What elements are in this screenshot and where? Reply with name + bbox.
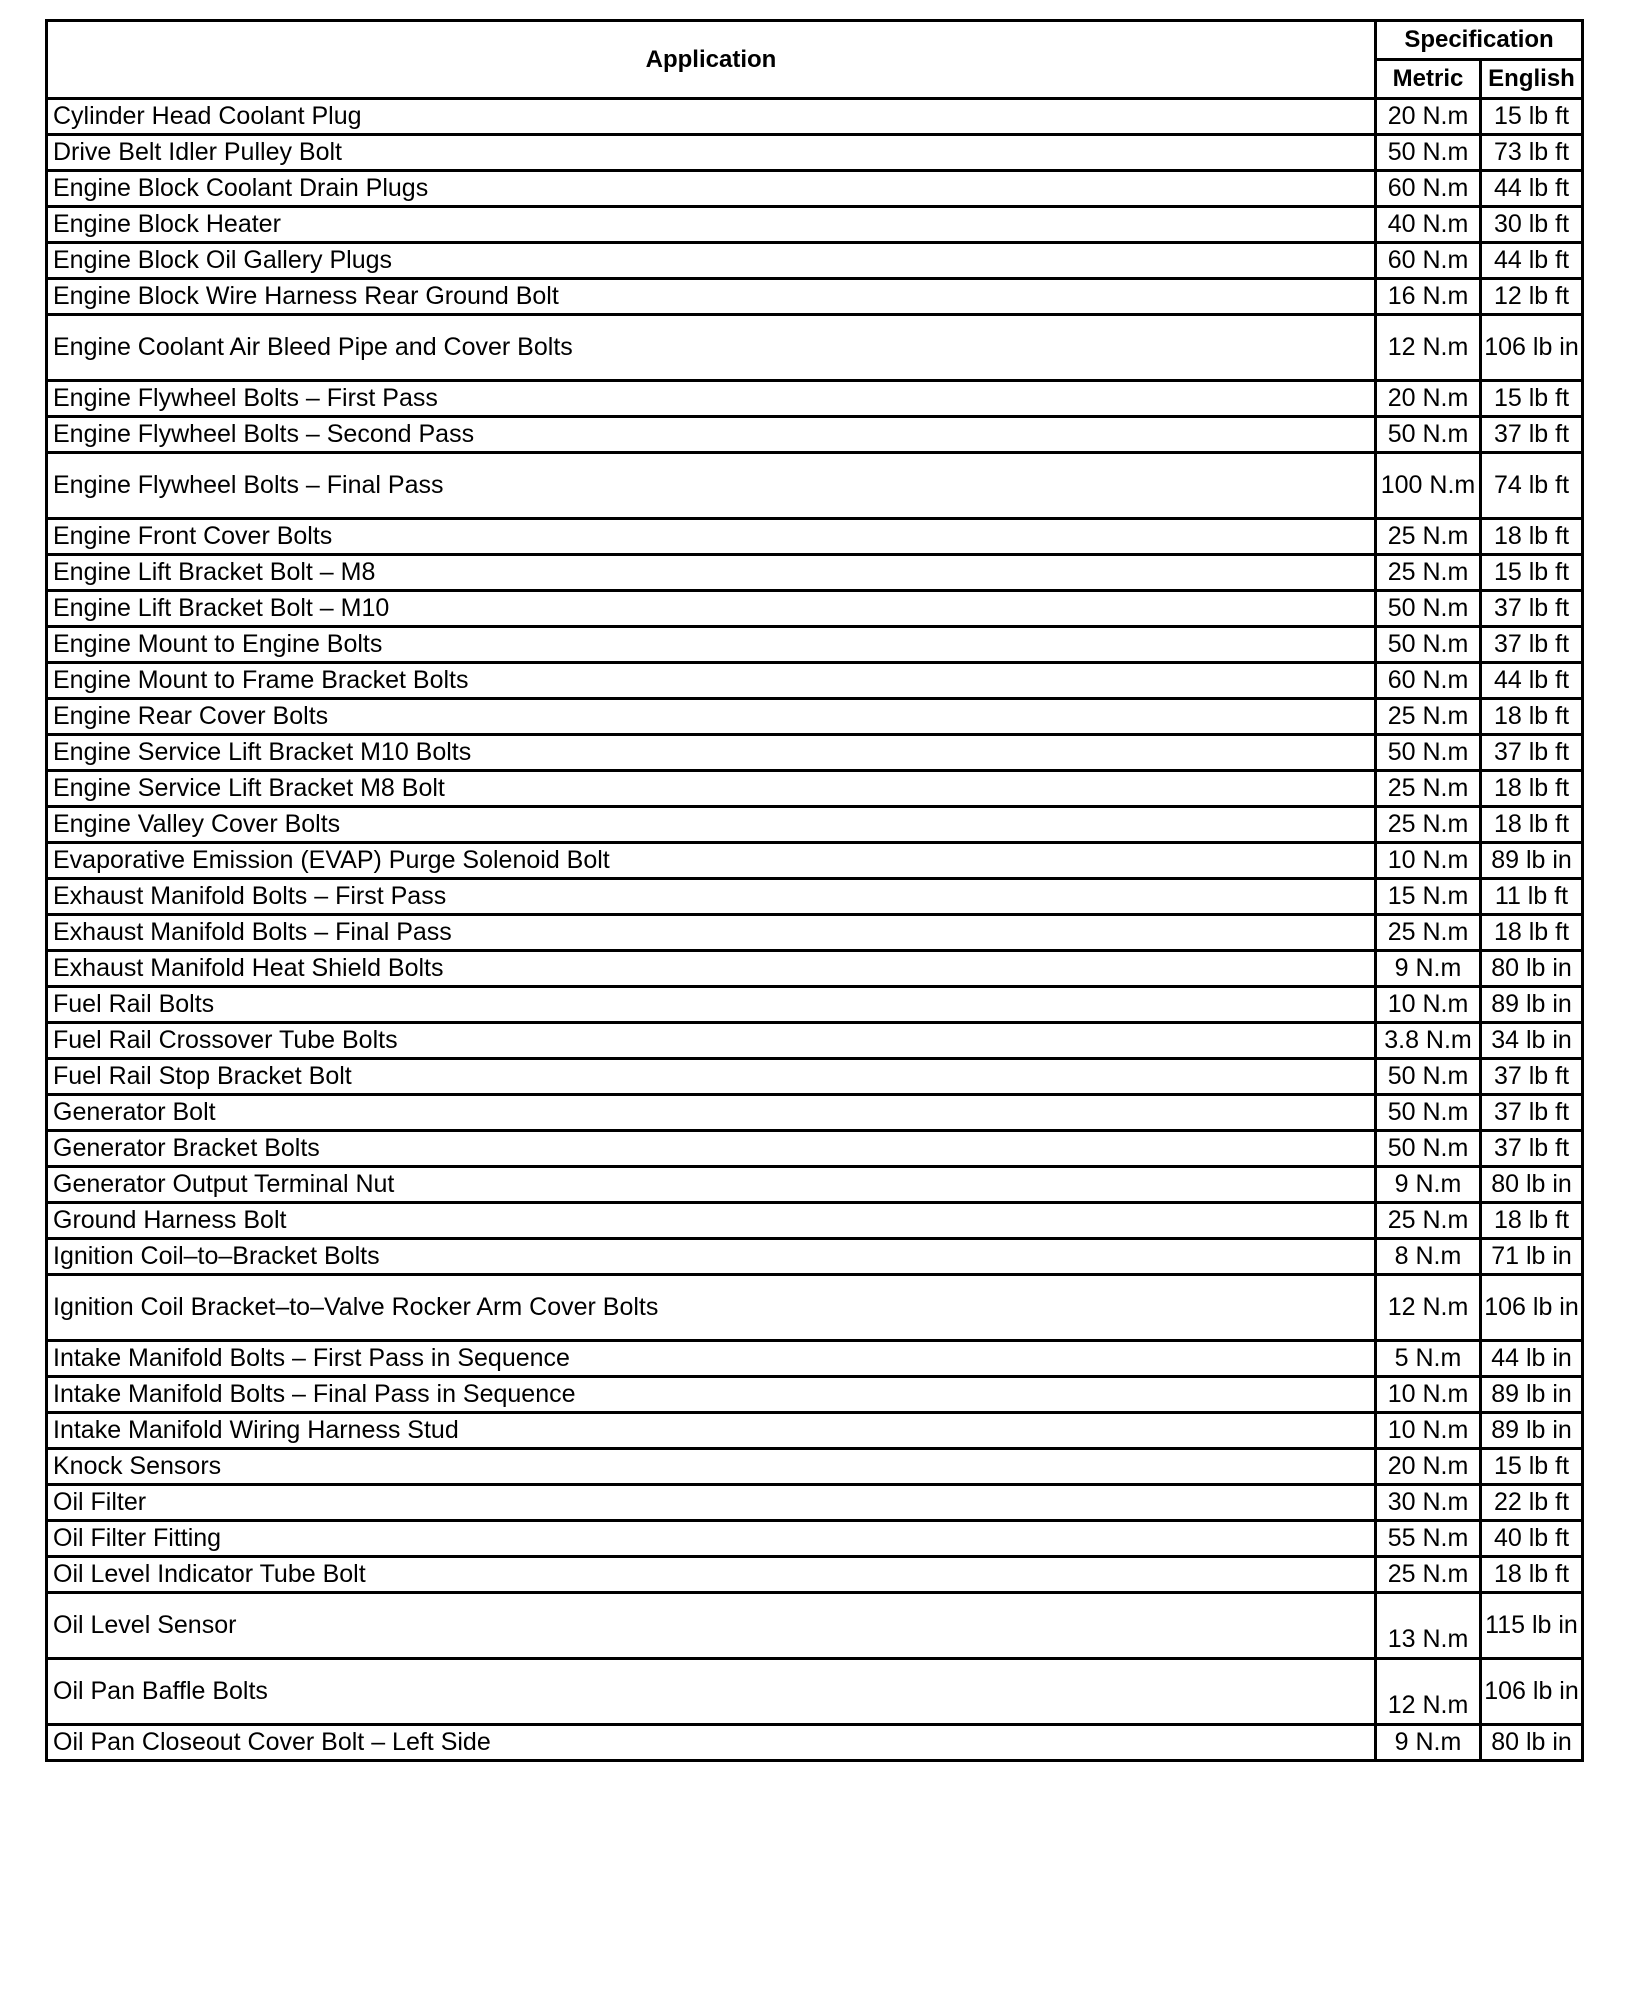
metric-cell: 50 N.m <box>1376 627 1481 663</box>
metric-cell: 50 N.m <box>1376 1131 1481 1167</box>
metric-cell: 9 N.m <box>1376 1725 1481 1761</box>
metric-cell: 25 N.m <box>1376 555 1481 591</box>
english-cell: 12 lb ft <box>1481 279 1583 315</box>
metric-cell: 60 N.m <box>1376 243 1481 279</box>
table-row <box>47 843 1583 879</box>
application-cell: Engine Lift Bracket Bolt – M8 <box>47 555 1376 591</box>
english-cell: 15 lb ft <box>1481 555 1583 591</box>
application-cell: Engine Mount to Engine Bolts <box>47 627 1376 663</box>
application-cell: Cylinder Head Coolant Plug <box>47 99 1376 135</box>
metric-cell: 50 N.m <box>1376 135 1481 171</box>
english-cell: 15 lb ft <box>1481 381 1583 417</box>
metric-cell: 25 N.m <box>1376 699 1481 735</box>
application-cell: Oil Level Sensor <box>47 1593 1376 1659</box>
metric-cell: 5 N.m <box>1376 1341 1481 1377</box>
english-cell: 18 lb ft <box>1481 915 1583 951</box>
metric-cell: 13 N.m <box>1376 1593 1481 1659</box>
english-cell: 18 lb ft <box>1481 1203 1583 1239</box>
application-cell: Oil Pan Baffle Bolts <box>47 1659 1376 1725</box>
english-cell: 40 lb ft <box>1481 1521 1583 1557</box>
application-cell: Exhaust Manifold Heat Shield Bolts <box>47 951 1376 987</box>
application-cell: Oil Filter <box>47 1485 1376 1521</box>
table-row <box>47 915 1583 951</box>
english-cell: 89 lb in <box>1481 987 1583 1023</box>
english-cell: 80 lb in <box>1481 951 1583 987</box>
application-cell: Oil Pan Closeout Cover Bolt – Left Side <box>47 1725 1376 1761</box>
metric-cell: 50 N.m <box>1376 1059 1481 1095</box>
application-cell: Intake Manifold Bolts – First Pass in Sequence <box>47 1341 1376 1377</box>
metric-cell: 20 N.m <box>1376 99 1481 135</box>
table-row <box>47 1557 1583 1593</box>
table-row <box>47 207 1583 243</box>
table-row <box>47 99 1583 135</box>
application-header: Application <box>47 21 1376 99</box>
table-row <box>47 453 1583 519</box>
metric-cell: 50 N.m <box>1376 417 1481 453</box>
english-cell: 37 lb ft <box>1481 627 1583 663</box>
english-cell: 106 lb in <box>1481 1275 1583 1341</box>
metric-cell: 10 N.m <box>1376 1413 1481 1449</box>
english-cell: 89 lb in <box>1481 843 1583 879</box>
application-cell: Generator Output Terminal Nut <box>47 1167 1376 1203</box>
metric-cell: 50 N.m <box>1376 735 1481 771</box>
application-cell: Engine Lift Bracket Bolt – M10 <box>47 591 1376 627</box>
english-cell: 18 lb ft <box>1481 519 1583 555</box>
application-cell: Engine Rear Cover Bolts <box>47 699 1376 735</box>
table-row <box>47 315 1583 381</box>
table-row <box>47 807 1583 843</box>
metric-cell: 16 N.m <box>1376 279 1481 315</box>
english-cell: 18 lb ft <box>1481 1557 1583 1593</box>
metric-header: Metric <box>1376 60 1481 99</box>
metric-cell: 100 N.m <box>1376 453 1481 519</box>
table-row <box>47 1521 1583 1557</box>
english-cell: 37 lb ft <box>1481 1131 1583 1167</box>
metric-cell: 50 N.m <box>1376 591 1481 627</box>
application-cell: Engine Block Oil Gallery Plugs <box>47 243 1376 279</box>
english-cell: 74 lb ft <box>1481 453 1583 519</box>
table-row <box>47 519 1583 555</box>
table-row <box>47 699 1583 735</box>
application-cell: Generator Bolt <box>47 1095 1376 1131</box>
english-cell: 18 lb ft <box>1481 699 1583 735</box>
application-cell: Engine Block Heater <box>47 207 1376 243</box>
torque-specification-table <box>45 19 1584 1762</box>
english-cell: 80 lb in <box>1481 1167 1583 1203</box>
english-header: English <box>1481 60 1583 99</box>
english-cell: 11 lb ft <box>1481 879 1583 915</box>
english-cell: 106 lb in <box>1481 1659 1583 1725</box>
application-cell: Intake Manifold Bolts – Final Pass in Sequence <box>47 1377 1376 1413</box>
application-cell: Fuel Rail Stop Bracket Bolt <box>47 1059 1376 1095</box>
metric-cell: 10 N.m <box>1376 1377 1481 1413</box>
english-cell: 37 lb ft <box>1481 1095 1583 1131</box>
application-cell: Exhaust Manifold Bolts – Final Pass <box>47 915 1376 951</box>
table-row <box>47 591 1583 627</box>
table-row <box>47 663 1583 699</box>
application-cell: Engine Coolant Air Bleed Pipe and Cover Bolts <box>47 315 1376 381</box>
table-row <box>47 279 1583 315</box>
application-cell: Engine Flywheel Bolts – First Pass <box>47 381 1376 417</box>
application-cell: Engine Front Cover Bolts <box>47 519 1376 555</box>
table-row <box>47 735 1583 771</box>
table-row <box>47 243 1583 279</box>
application-cell: Engine Mount to Frame Bracket Bolts <box>47 663 1376 699</box>
english-cell: 73 lb ft <box>1481 135 1583 171</box>
table-row <box>47 1341 1583 1377</box>
english-cell: 30 lb ft <box>1481 207 1583 243</box>
table-row <box>47 1485 1583 1521</box>
metric-cell: 25 N.m <box>1376 807 1481 843</box>
metric-cell: 55 N.m <box>1376 1521 1481 1557</box>
english-cell: 18 lb ft <box>1481 771 1583 807</box>
metric-cell: 60 N.m <box>1376 171 1481 207</box>
table-row <box>47 987 1583 1023</box>
table-row <box>47 555 1583 591</box>
metric-cell: 20 N.m <box>1376 381 1481 417</box>
metric-cell: 25 N.m <box>1376 915 1481 951</box>
application-cell: Intake Manifold Wiring Harness Stud <box>47 1413 1376 1449</box>
table-row <box>47 1095 1583 1131</box>
application-cell: Engine Service Lift Bracket M8 Bolt <box>47 771 1376 807</box>
english-cell: 89 lb in <box>1481 1377 1583 1413</box>
english-cell: 34 lb in <box>1481 1023 1583 1059</box>
metric-cell: 25 N.m <box>1376 519 1481 555</box>
metric-cell: 15 N.m <box>1376 879 1481 915</box>
table-row <box>47 381 1583 417</box>
application-cell: Engine Valley Cover Bolts <box>47 807 1376 843</box>
english-cell: 71 lb in <box>1481 1239 1583 1275</box>
table-body <box>47 99 1583 1761</box>
metric-cell: 9 N.m <box>1376 1167 1481 1203</box>
metric-cell: 20 N.m <box>1376 1449 1481 1485</box>
metric-cell: 3.8 N.m <box>1376 1023 1481 1059</box>
table-row <box>47 951 1583 987</box>
english-cell: 18 lb ft <box>1481 807 1583 843</box>
table-row <box>47 1377 1583 1413</box>
application-cell: Generator Bracket Bolts <box>47 1131 1376 1167</box>
specification-header: Specification <box>1376 21 1583 60</box>
english-cell: 44 lb ft <box>1481 243 1583 279</box>
metric-cell: 12 N.m <box>1376 1275 1481 1341</box>
application-cell: Drive Belt Idler Pulley Bolt <box>47 135 1376 171</box>
table-row <box>47 135 1583 171</box>
application-cell: Fuel Rail Crossover Tube Bolts <box>47 1023 1376 1059</box>
metric-cell: 8 N.m <box>1376 1239 1481 1275</box>
table-row <box>47 879 1583 915</box>
table-row <box>47 1203 1583 1239</box>
application-cell: Oil Level Indicator Tube Bolt <box>47 1557 1376 1593</box>
english-cell: 89 lb in <box>1481 1413 1583 1449</box>
metric-cell: 9 N.m <box>1376 951 1481 987</box>
metric-cell: 25 N.m <box>1376 1557 1481 1593</box>
metric-cell: 60 N.m <box>1376 663 1481 699</box>
english-cell: 44 lb in <box>1481 1341 1583 1377</box>
metric-cell: 50 N.m <box>1376 1095 1481 1131</box>
table-row <box>47 1593 1583 1659</box>
table-row <box>47 1275 1583 1341</box>
english-cell: 37 lb ft <box>1481 735 1583 771</box>
metric-cell: 12 N.m <box>1376 1659 1481 1725</box>
application-cell: Ignition Coil Bracket–to–Valve Rocker Arm Cover Bolts <box>47 1275 1376 1341</box>
english-cell: 22 lb ft <box>1481 1485 1583 1521</box>
english-cell: 15 lb ft <box>1481 99 1583 135</box>
metric-cell: 12 N.m <box>1376 315 1481 381</box>
application-cell: Fuel Rail Bolts <box>47 987 1376 1023</box>
metric-cell: 25 N.m <box>1376 1203 1481 1239</box>
table-row <box>47 1023 1583 1059</box>
table-row <box>47 1725 1583 1761</box>
english-cell: 37 lb ft <box>1481 1059 1583 1095</box>
table-row <box>47 1449 1583 1485</box>
english-cell: 44 lb ft <box>1481 663 1583 699</box>
english-cell: 37 lb ft <box>1481 591 1583 627</box>
application-cell: Evaporative Emission (EVAP) Purge Solenoid Bolt <box>47 843 1376 879</box>
table-row <box>47 1059 1583 1095</box>
metric-cell: 40 N.m <box>1376 207 1481 243</box>
english-cell: 15 lb ft <box>1481 1449 1583 1485</box>
application-cell: Engine Service Lift Bracket M10 Bolts <box>47 735 1376 771</box>
application-cell: Knock Sensors <box>47 1449 1376 1485</box>
table-row <box>47 1131 1583 1167</box>
table-row <box>47 1239 1583 1275</box>
application-cell: Engine Block Wire Harness Rear Ground Bolt <box>47 279 1376 315</box>
table-row <box>47 1413 1583 1449</box>
table-row <box>47 171 1583 207</box>
application-cell: Ignition Coil–to–Bracket Bolts <box>47 1239 1376 1275</box>
application-cell: Exhaust Manifold Bolts – First Pass <box>47 879 1376 915</box>
english-cell: 106 lb in <box>1481 315 1583 381</box>
table-row <box>47 771 1583 807</box>
english-cell: 44 lb ft <box>1481 171 1583 207</box>
table-row <box>47 627 1583 663</box>
table-row <box>47 417 1583 453</box>
english-cell: 37 lb ft <box>1481 417 1583 453</box>
application-cell: Oil Filter Fitting <box>47 1521 1376 1557</box>
metric-cell: 10 N.m <box>1376 987 1481 1023</box>
english-cell: 115 lb in <box>1481 1593 1583 1659</box>
application-cell: Engine Flywheel Bolts – Second Pass <box>47 417 1376 453</box>
english-cell: 80 lb in <box>1481 1725 1583 1761</box>
application-cell: Ground Harness Bolt <box>47 1203 1376 1239</box>
application-cell: Engine Block Coolant Drain Plugs <box>47 171 1376 207</box>
application-cell: Engine Flywheel Bolts – Final Pass <box>47 453 1376 519</box>
table-row <box>47 1167 1583 1203</box>
metric-cell: 25 N.m <box>1376 771 1481 807</box>
metric-cell: 30 N.m <box>1376 1485 1481 1521</box>
table-row <box>47 1659 1583 1725</box>
metric-cell: 10 N.m <box>1376 843 1481 879</box>
